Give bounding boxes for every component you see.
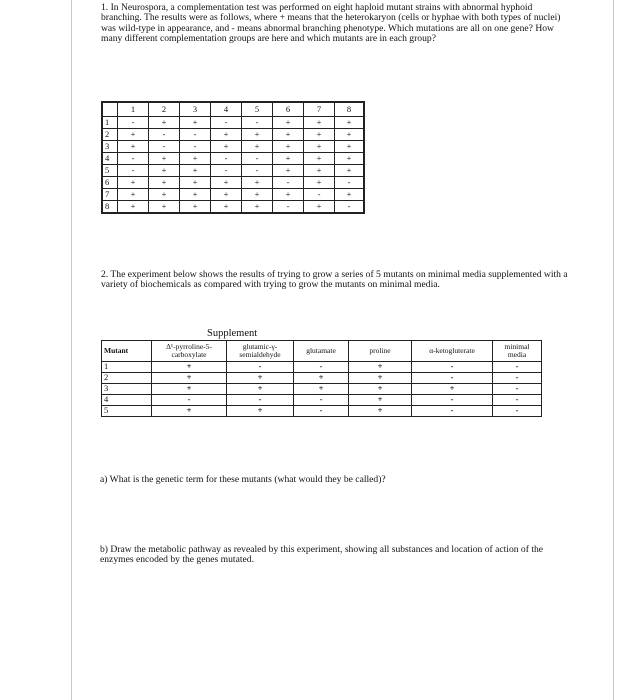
document-page bbox=[71, 0, 614, 700]
part-b-question: b) Draw the metabolic pathway as revealed by this experiment, showing all substances and location of action of the enzymes encoded by the genes mutated. bbox=[100, 544, 544, 566]
table2-cell: - bbox=[493, 406, 542, 417]
table1-col-header: 2 bbox=[149, 102, 180, 117]
table1-cell: + bbox=[273, 189, 304, 201]
table1-cell: + bbox=[118, 189, 149, 201]
table1-cell: + bbox=[242, 129, 273, 141]
table1-cell: + bbox=[335, 189, 365, 201]
table1-corner bbox=[102, 102, 118, 117]
supplement-label: Supplement bbox=[207, 328, 258, 339]
table2-col-header: Δ¹-pyrroline-5-carboxylate bbox=[152, 341, 227, 362]
table1-cell: + bbox=[180, 117, 211, 129]
table1-row-label: 5 bbox=[102, 165, 118, 177]
table1-cell: + bbox=[149, 189, 180, 201]
table2-cell: - bbox=[294, 395, 349, 406]
table1-cell: - bbox=[273, 201, 304, 214]
table2-cell: - bbox=[294, 362, 349, 373]
table2-cell: - bbox=[493, 384, 542, 395]
table2-cell: - bbox=[493, 395, 542, 406]
table2-row-label: 2 bbox=[102, 373, 152, 384]
table1-col-header: 5 bbox=[242, 102, 273, 117]
question-1-text: 1. In Neurospora, a complementation test was performed on eight haploid mutant strains with abnormal hyphoid branching. The results were as follows, where + means that the heterokaryon (cells or hyphae with both types of nuclei) was wild-type in appearance, and - means abnormal branching phenotype. Which mutations are all on one gene? How many different complementation groups are here and which mutants are in each group? bbox=[101, 2, 561, 44]
table1-cell: + bbox=[273, 117, 304, 129]
table1-cell: + bbox=[211, 201, 242, 214]
table2-row bbox=[102, 362, 542, 373]
table1-cell: + bbox=[273, 165, 304, 177]
table2-cell: - bbox=[493, 362, 542, 373]
table1-cell: - bbox=[118, 117, 149, 129]
table1-cell: - bbox=[118, 165, 149, 177]
table1-cell: - bbox=[273, 177, 304, 189]
table2-cell: + bbox=[227, 384, 294, 395]
table1-cell: - bbox=[242, 117, 273, 129]
table1-cell: + bbox=[335, 129, 365, 141]
table1-cell: - bbox=[242, 165, 273, 177]
table1-cell: + bbox=[149, 153, 180, 165]
table1-cell: + bbox=[211, 177, 242, 189]
table2-col-header: proline bbox=[349, 341, 412, 362]
table2-cell: + bbox=[349, 406, 412, 417]
table1-cell: + bbox=[242, 141, 273, 153]
table1-cell: + bbox=[149, 201, 180, 214]
table1-cell: + bbox=[118, 201, 149, 214]
table2-row bbox=[102, 373, 542, 384]
table1-cell: + bbox=[118, 141, 149, 153]
table1-col-header: 3 bbox=[180, 102, 211, 117]
table2-cell: + bbox=[227, 373, 294, 384]
table1-row bbox=[102, 177, 364, 189]
table2-cell: - bbox=[493, 373, 542, 384]
table1-cell: + bbox=[335, 117, 365, 129]
table1-row bbox=[102, 165, 364, 177]
table2-cell: - bbox=[412, 373, 493, 384]
table1-cell: - bbox=[180, 141, 211, 153]
table1-row bbox=[102, 129, 364, 141]
table1-col-header: 4 bbox=[211, 102, 242, 117]
table1-row-label: 4 bbox=[102, 153, 118, 165]
table1-cell: + bbox=[211, 129, 242, 141]
table1-cell: - bbox=[180, 129, 211, 141]
table1-cell: + bbox=[118, 129, 149, 141]
table1-cell: + bbox=[180, 189, 211, 201]
table2-cell: - bbox=[227, 395, 294, 406]
table1-row bbox=[102, 189, 364, 201]
table2-col-header: α-ketogluterate bbox=[412, 341, 493, 362]
table2-cell: + bbox=[152, 406, 227, 417]
complementation-table bbox=[101, 101, 365, 214]
table1-cell: + bbox=[304, 201, 335, 214]
table1-row bbox=[102, 141, 364, 153]
growth-supplement-table bbox=[101, 340, 542, 417]
table1-cell: + bbox=[242, 177, 273, 189]
table2-cell: - bbox=[227, 362, 294, 373]
table1-cell: - bbox=[211, 153, 242, 165]
table2-cell: - bbox=[294, 406, 349, 417]
table1-row-label: 7 bbox=[102, 189, 118, 201]
table2-cell: + bbox=[227, 406, 294, 417]
table1-cell: + bbox=[180, 153, 211, 165]
table1-cell: + bbox=[180, 201, 211, 214]
table1-row-label: 2 bbox=[102, 129, 118, 141]
table2-cell: - bbox=[412, 395, 493, 406]
part-a-question: a) What is the genetic term for these mutants (what would they be called)? bbox=[100, 474, 386, 485]
table1-col-header: 7 bbox=[304, 102, 335, 117]
table2-row bbox=[102, 395, 542, 406]
table2-col-header: minimal media bbox=[493, 341, 542, 362]
table2-cell: + bbox=[349, 373, 412, 384]
table1-cell: + bbox=[242, 189, 273, 201]
table2-cell: + bbox=[152, 384, 227, 395]
table2-cell: + bbox=[349, 362, 412, 373]
table2-col-header: glutamic-γ-semialdehyde bbox=[227, 341, 294, 362]
table1-col-header: 1 bbox=[118, 102, 149, 117]
table2-row-label: 3 bbox=[102, 384, 152, 395]
table1-cell: + bbox=[304, 141, 335, 153]
table1-cell: - bbox=[149, 141, 180, 153]
table1-cell: - bbox=[149, 129, 180, 141]
table1-cell: - bbox=[211, 165, 242, 177]
table2-cell: + bbox=[294, 384, 349, 395]
table2-cell: - bbox=[412, 406, 493, 417]
table1-cell: + bbox=[304, 177, 335, 189]
table2-row-label: 4 bbox=[102, 395, 152, 406]
table2-cell: - bbox=[412, 362, 493, 373]
table1-cell: + bbox=[335, 165, 365, 177]
table2-cell: + bbox=[412, 384, 493, 395]
table2-row-label: 5 bbox=[102, 406, 152, 417]
table1-cell: + bbox=[335, 141, 365, 153]
table1-col-header: 8 bbox=[335, 102, 365, 117]
table1-row-label: 1 bbox=[102, 117, 118, 129]
table1-cell: + bbox=[211, 141, 242, 153]
table1-cell: - bbox=[242, 153, 273, 165]
table2-cell: + bbox=[152, 373, 227, 384]
table2-row-label: 1 bbox=[102, 362, 152, 373]
table1-row-label: 6 bbox=[102, 177, 118, 189]
table1-cell: + bbox=[180, 165, 211, 177]
table1-cell: + bbox=[180, 177, 211, 189]
table1-cell: + bbox=[304, 153, 335, 165]
table1-cell: + bbox=[273, 153, 304, 165]
table1-cell: + bbox=[242, 201, 273, 214]
table1-row-label: 8 bbox=[102, 201, 118, 214]
table1-cell: - bbox=[335, 201, 365, 214]
table1-row bbox=[102, 153, 364, 165]
table1-cell: + bbox=[211, 189, 242, 201]
table2-cell: - bbox=[152, 395, 227, 406]
table2-row bbox=[102, 406, 542, 417]
table1-cell: - bbox=[118, 153, 149, 165]
table1-cell: + bbox=[304, 129, 335, 141]
table1-cell: - bbox=[211, 117, 242, 129]
table2-row bbox=[102, 384, 542, 395]
table1-cell: + bbox=[149, 177, 180, 189]
table1-cell: + bbox=[304, 165, 335, 177]
table2-col-header: glutamate bbox=[294, 341, 349, 362]
table1-cell: + bbox=[273, 129, 304, 141]
table1-cell: + bbox=[149, 117, 180, 129]
table2-mutant-header: Mutant bbox=[102, 341, 152, 362]
table1-cell: - bbox=[304, 189, 335, 201]
table1-col-header: 6 bbox=[273, 102, 304, 117]
table2-header-row bbox=[102, 341, 542, 362]
table1-cell: + bbox=[304, 117, 335, 129]
question-2-text: 2. The experiment below shows the results of trying to grow a series of 5 mutants on minimal media supplemented with a variety of biochemicals as compared with trying to grow the mutants on minimal media. bbox=[101, 269, 568, 291]
table1-cell: - bbox=[335, 177, 365, 189]
table1-row bbox=[102, 117, 364, 129]
table1-cell: + bbox=[273, 141, 304, 153]
table2-cell: + bbox=[294, 373, 349, 384]
table1-cell: + bbox=[118, 177, 149, 189]
table1-cell: + bbox=[335, 153, 365, 165]
table2-cell: + bbox=[349, 384, 412, 395]
table2-cell: + bbox=[349, 395, 412, 406]
table1-row bbox=[102, 201, 364, 214]
table1-row-label: 3 bbox=[102, 141, 118, 153]
table1-header-row bbox=[102, 102, 364, 117]
table1-cell: + bbox=[149, 165, 180, 177]
table2-cell: + bbox=[152, 362, 227, 373]
